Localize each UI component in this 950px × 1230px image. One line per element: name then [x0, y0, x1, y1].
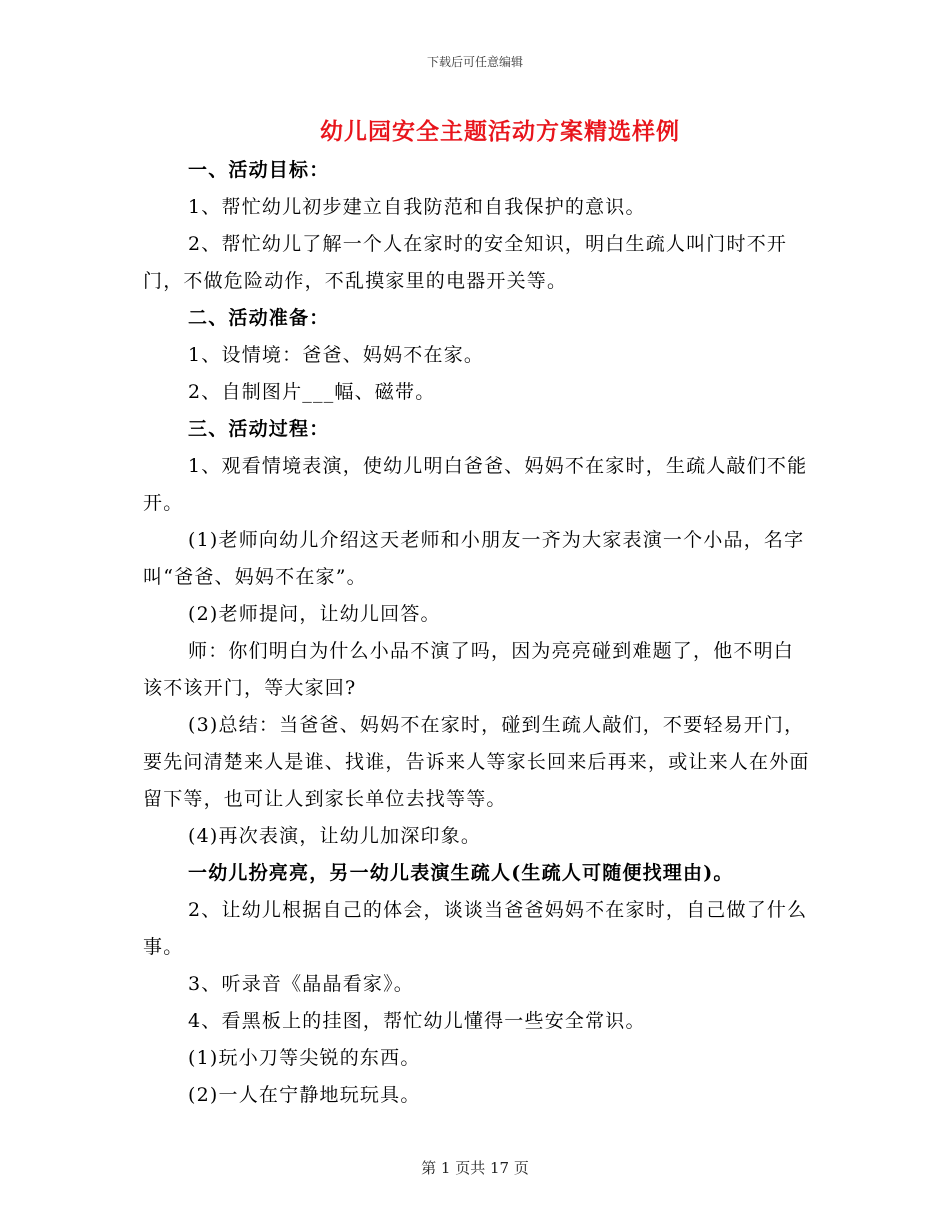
paragraph: 1、观看情境表演，使幼儿明白爸爸、妈妈不在家时，生疏人敲们不能开。: [143, 455, 808, 514]
section-heading-goals: 一、活动目标：: [188, 159, 330, 181]
paragraph-bold: 一幼儿扮亮亮，另一幼儿表演生疏人(生疏人可随便找理由)。: [188, 862, 734, 884]
paragraph: 师：你们明白为什么小品不演了吗，因为亮亮碰到难题了，他不明白该不该开门，等大家回?: [143, 640, 795, 699]
paragraph: (4)再次表演，让幼儿加深印象。: [188, 825, 482, 847]
document-title: 幼儿园安全主题活动方案精选样例: [320, 118, 680, 145]
section-heading-preparation: 二、活动准备：: [188, 307, 330, 329]
paragraph: 1、设情境：爸爸、妈妈不在家。: [188, 344, 485, 366]
document-body: [143, 152, 811, 1114]
paragraph: 2、让幼儿根据自己的体会，谈谈当爸爸妈妈不在家时，自己做了什么事。: [143, 899, 808, 958]
paragraph: 1、帮忙幼儿初步建立自我防范和自我保护的意识。: [188, 196, 646, 218]
paragraph: (2)一人在宁静地玩玩具。: [188, 1084, 421, 1106]
header-note: 下载后可任意编辑: [426, 55, 523, 69]
paragraph: (2)老师提问，让幼儿回答。: [188, 603, 441, 625]
paragraph: (3)总结：当爸爸、妈妈不在家时，碰到生疏人敲们，不要轻易开门，要先问清楚来人是谁、找谁，告诉来人等家长回来后再来，或让来人在外面留下等，也可让人到家长单位去找等等。: [143, 714, 810, 810]
paragraph: 2、自制图片___幅、磁带。: [188, 381, 436, 403]
paragraph: 2、帮忙幼儿了解一个人在家时的安全知识，明白生疏人叫门时不开门，不做危险动作，不乱摸家里的电器开关等。: [143, 233, 788, 292]
section-heading-process: 三、活动过程：: [188, 418, 330, 440]
paragraph: (1)老师向幼儿介绍这天老师和小朋友一齐为大家表演一个小品，名字叫“爸爸、妈妈不在家”。: [143, 529, 805, 588]
paragraph: 3、听录音《晶晶看家》。: [188, 973, 414, 995]
page-number-footer: 第 1 页共 17 页: [421, 1159, 529, 1177]
paragraph: (1)玩小刀等尖锐的东西。: [188, 1047, 421, 1069]
paragraph: 4、看黑板上的挂图，帮忙幼儿懂得一些安全常识。: [188, 1010, 646, 1032]
